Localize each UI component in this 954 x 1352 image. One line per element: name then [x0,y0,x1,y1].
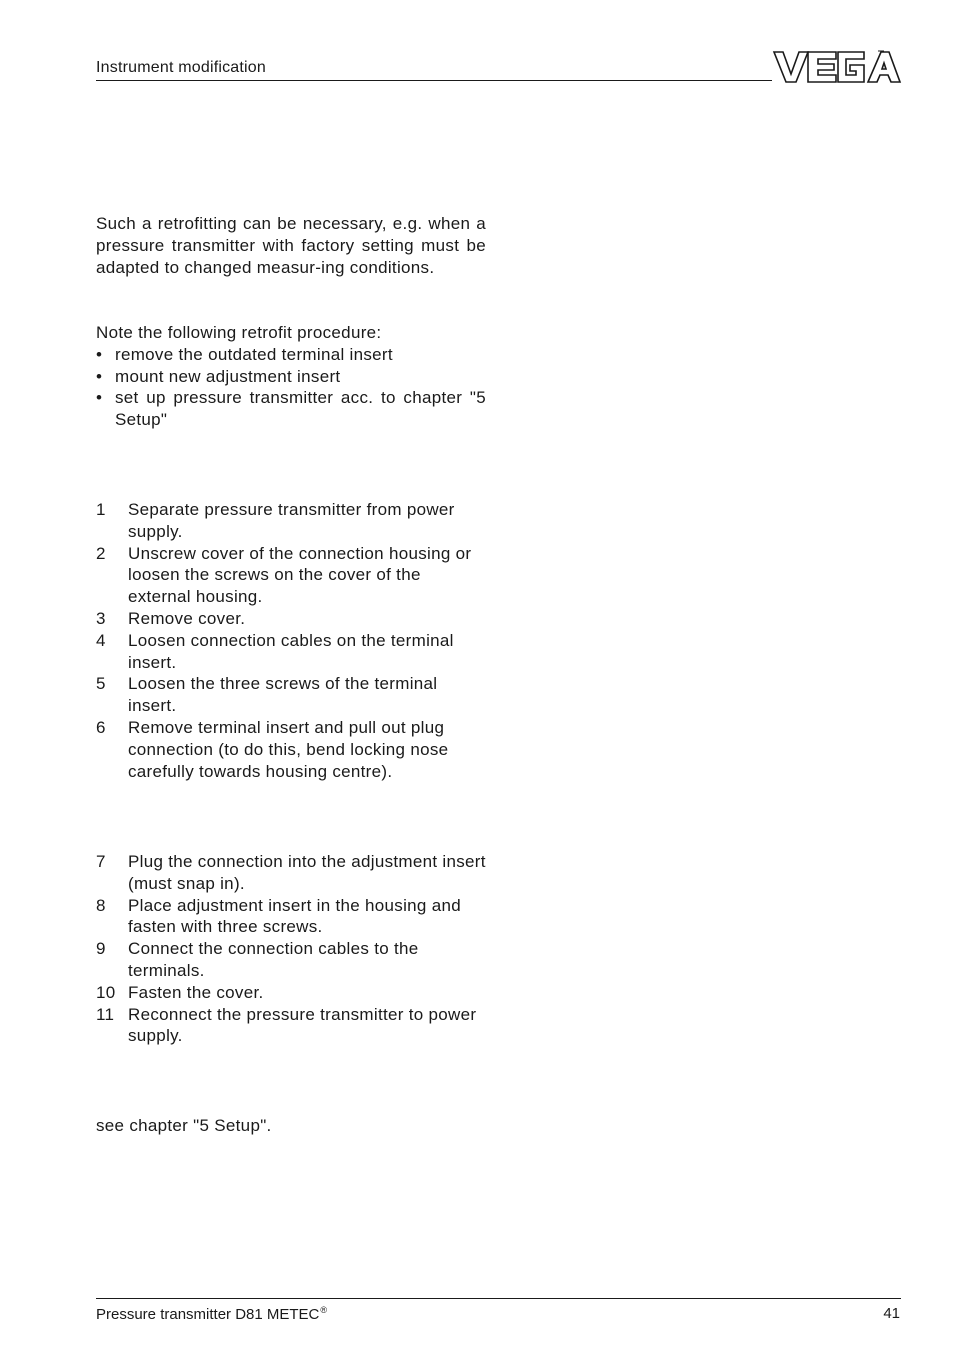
step-text: Loosen connection cables on the terminal insert. [128,630,454,672]
step-item [96,499,486,543]
step-number: 11 [96,1004,115,1024]
intro-paragraph: Such a retrofitting can be necessary, e.g. when a pressure transmitter with factory setting must be adapted to changed measur-ing conditions. [96,214,486,277]
step-number: 10 [96,982,116,1002]
step-text: Remove terminal insert and pull out plug connection (to do this, bend locking nose carefully towards housing centre). [128,717,449,781]
step-text: Unscrew cover of the connection housing or loosen the screws on the cover of the external housing. [128,543,472,607]
bullet-item: • mount new adjustment insert [96,366,486,388]
footer-divider [96,1298,901,1299]
step-number: 9 [96,939,106,959]
removal-steps [96,499,486,782]
setup-reference: see chapter "5 Setup". [96,1116,272,1135]
step-number: 8 [96,895,106,915]
step-item [96,1004,486,1048]
step-text: Reconnect the pressure transmitter to power supply. [128,1004,477,1046]
step-item [96,938,486,982]
step-item [96,851,486,895]
vega-logo [772,48,902,86]
step-text: Place adjustment insert in the housing and fasten with three screws. [128,895,461,937]
mounting-steps [96,851,486,1047]
step-text: Loosen the three screws of the terminal insert. [128,674,438,716]
header-title: Instrument modification [96,59,267,76]
registered-mark: ® [320,1305,328,1315]
step-number: 2 [96,543,106,563]
step-item [96,895,486,939]
step-item [96,543,486,608]
step-text: Plug the connection into the adjustment insert (must snap in). [128,852,486,893]
step-item [96,673,486,717]
retrofit-note: Note the following retrofit procedure: [96,323,382,342]
step-number: 5 [96,674,106,694]
step-item [96,608,486,630]
mounting-step-list [96,851,486,1047]
step-item [96,630,486,674]
removal-step-list [96,499,486,782]
retrofit-bullet-list [96,344,486,431]
step-item [96,982,486,1004]
step-text: Connect the connection cables to the terminals. [128,939,419,980]
bullet-item: • remove the outdated terminal insert [96,344,486,366]
page-number: 41 [883,1305,900,1322]
step-text: Fasten the cover. [128,982,264,1002]
retrofit-procedure [96,322,486,431]
bullet-item: • set up pressure transmitter acc. to chapter "5 Setup" [96,387,486,431]
step-number: 7 [96,852,106,871]
step-number: 3 [96,608,106,628]
footer-product-name: Pressure transmitter D81 METEC [96,1306,320,1323]
step-item [96,717,486,782]
step-number: 6 [96,717,106,737]
step-text: Remove cover. [128,608,246,628]
step-number: 1 [96,500,106,519]
step-text: Separate pressure transmitter from power supply. [128,500,455,541]
footer-product [96,1305,327,1323]
step-number: 4 [96,630,106,650]
header-divider [96,80,772,81]
